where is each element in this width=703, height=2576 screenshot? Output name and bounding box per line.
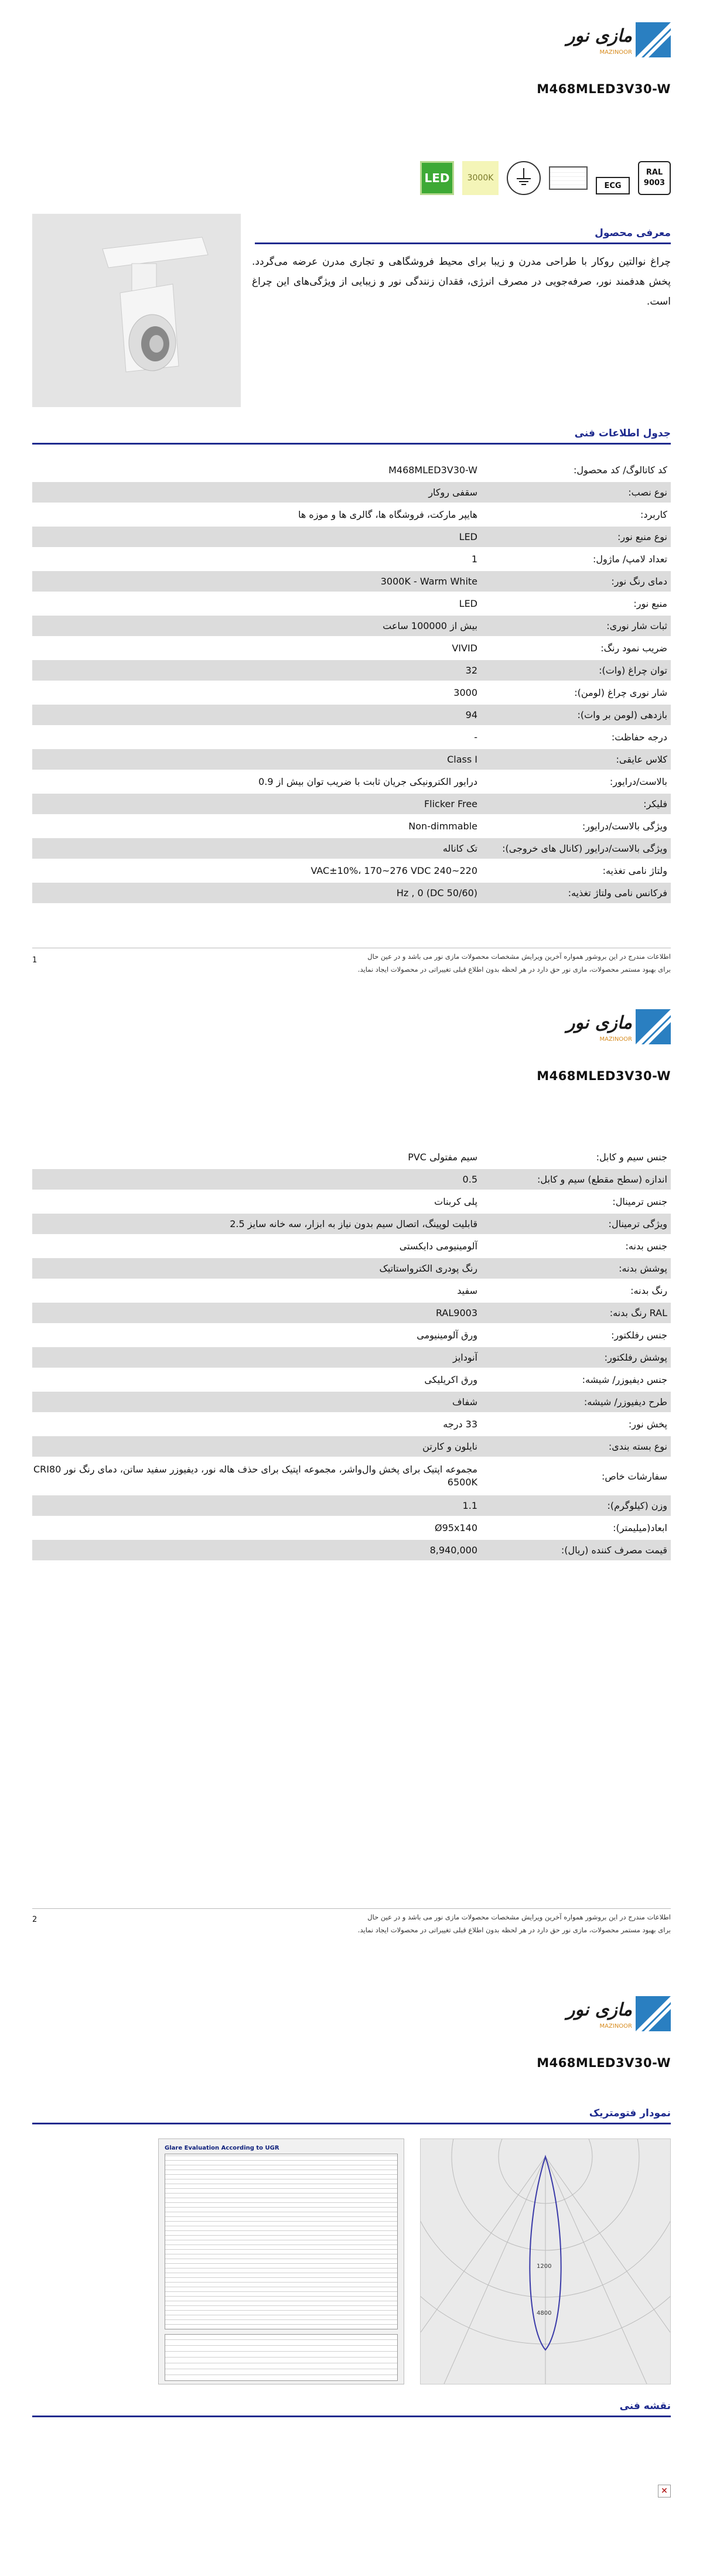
spec-row (32, 883, 671, 903)
spec-value: تک کاناله (442, 843, 477, 854)
ground-symbol-icon (508, 162, 540, 194)
spec-row (32, 749, 671, 770)
spec-value: رنگ پودری الکترواستاتیک (379, 1263, 477, 1274)
spec-row (32, 504, 671, 525)
spec-label: جنس رفلکتور: (611, 1330, 667, 1341)
spec-label: اندازه (سطح مقطع) سیم و کابل: (537, 1174, 667, 1185)
ral-badge-value: 9003 (643, 179, 666, 187)
spec-row (32, 794, 671, 814)
spec-label: جنس سیم و کابل: (596, 1152, 667, 1163)
spec-row (32, 1236, 671, 1256)
spec-label: توان چراغ (وات): (599, 665, 667, 676)
section-divider (255, 242, 671, 244)
spec-value: Flicker Free (424, 798, 477, 809)
spec-label: دمای رنگ نور: (611, 576, 667, 587)
spec-row (32, 482, 671, 503)
spec-value: LED (459, 531, 477, 542)
page-2 (0, 987, 703, 1974)
spec-label: رنگ بدنه: (630, 1285, 667, 1296)
spec-label: نوع نصب: (628, 487, 667, 498)
spec-label: سفارشات خاص: (601, 1470, 667, 1482)
spec-value: هایپر مارکت، فروشگاه ها، گالری ها و موزه ها (298, 509, 477, 520)
spec-row (32, 1303, 671, 1323)
broken-image-icon: ✕ (658, 2485, 671, 2498)
spec-label: جنس ترمینال: (612, 1196, 667, 1207)
spec-label: ولتاژ نامی تغذیه: (602, 865, 667, 876)
spec-value: Ø95x140 (435, 1522, 477, 1533)
logo-wordmark: مازی نور (567, 26, 632, 46)
spec-label: شار نوری چراغ (لومن): (574, 687, 667, 698)
spec-value: سفید (457, 1285, 477, 1296)
cct-badge: 3000K (462, 161, 499, 195)
spec-value: 94 (465, 709, 477, 720)
spec-label: نوع بسته بندی: (608, 1441, 667, 1452)
spec-value: پلی کربنات (434, 1196, 477, 1207)
dimension-icon (549, 166, 588, 190)
spec-value: LED (459, 598, 477, 609)
spec-row (32, 1280, 671, 1301)
spec-label: ثبات شار نوری: (606, 620, 667, 631)
spec-row (32, 460, 671, 480)
polar-diagram (420, 2138, 671, 2384)
section-divider (32, 443, 671, 445)
model-code: M468MLED3V30-W (537, 2056, 671, 2070)
ral-badge (638, 161, 671, 195)
spec-label: نوع منبع نور: (617, 531, 667, 542)
spec-row (32, 549, 671, 569)
spec-row (32, 660, 671, 681)
logo-wordmark: مازی نور (567, 2000, 632, 2020)
spec-value: (Hz , 0 (DC 50/60 (396, 887, 477, 898)
spec-value: ورق آلومینیومی (417, 1330, 477, 1341)
spec-label: بالاست/درایور: (609, 776, 667, 787)
spec-row (32, 527, 671, 547)
ecg-badge: ECG (596, 177, 630, 194)
spec-row (32, 838, 671, 859)
spec-label: منبع نور: (633, 598, 667, 609)
spec-value: سقفی روکار (428, 487, 477, 498)
track-light-icon (32, 214, 241, 407)
spec-label: فرکانس نامی ولتاژ تغذیه: (568, 887, 667, 898)
spec-row (32, 682, 671, 703)
spec-row (32, 860, 671, 881)
spec-value: 3000 (453, 687, 477, 698)
spec-value: 3000K - Warm White (380, 576, 477, 587)
spec-row (32, 705, 671, 725)
footer-line-1: اطلاعات مندرج در این بروشور همواره آخرین ویرایش مشخصات محصولات مازی نور می باشد و در عین حال (367, 952, 671, 961)
polar-label-4800: 4800 (537, 2310, 552, 2317)
spec-label: پوشش بدنه: (619, 1263, 667, 1274)
spec-label: پخش نور: (628, 1419, 667, 1430)
section-divider (32, 2416, 671, 2417)
spec-row (32, 616, 671, 636)
brand-logo (548, 1009, 671, 1046)
logo-mark-icon (636, 1996, 671, 2031)
ugr-table (158, 2138, 404, 2384)
brand-logo (548, 1996, 671, 2032)
spec-row (32, 1458, 671, 1494)
spec-label: قیمت مصرف کننده (ریال): (561, 1545, 667, 1556)
spec-label: جنس بدنه: (625, 1241, 667, 1252)
logo-mark-icon (636, 22, 671, 57)
spec-value: Class I (447, 754, 477, 765)
spec-label: وزن (کیلوگرم): (607, 1500, 667, 1511)
spec-value: آلومینیومی دایکستی (399, 1241, 477, 1252)
ugr-footer-grid (165, 2334, 398, 2381)
spec-label: RAL رنگ بدنه: (609, 1307, 667, 1318)
spec-value: VIVID (452, 643, 477, 654)
led-badge: LED (420, 161, 454, 195)
intro-paragraph: چراغ نوالتین روکار با طراحی مدرن و زیبا برای محیط فروشگاهی و تجاری مدرن عرضه می‌گردد. پخش هدفمند نور، صرفه‌جویی در مصرف انرژی، فقدان زنندگی نور و زیبایی از ویژگی‌های این چراغ است. (252, 256, 671, 308)
spec-value: Non-dimmable (408, 821, 477, 832)
spec-value: - (474, 732, 477, 743)
model-code: M468MLED3V30-W (537, 1069, 671, 1083)
spec-row (32, 727, 671, 747)
spec-row (32, 1347, 671, 1368)
logo-mark-icon (636, 1009, 671, 1044)
page-number: 1 (32, 956, 37, 965)
spec-label: طرح دیفیوزر/ شیشه: (583, 1396, 667, 1407)
spec-label: کاربرد: (640, 509, 667, 520)
ugr-grid (165, 2154, 398, 2329)
spec-value: 33 درجه (443, 1419, 477, 1430)
spec-value: قابلیت لوپینگ، اتصال سیم بدون نیاز به ابزار، سه خانه سایز 2.5 (230, 1218, 477, 1229)
spec-value: 1.1 (462, 1500, 477, 1511)
spec-label: جنس دیفیوزر/ شیشه: (582, 1374, 667, 1385)
section-title-photometric: نمودار فتومتریک (589, 2107, 671, 2119)
spec-value: ورق اکریلیکی (424, 1374, 477, 1385)
spec-row (32, 816, 671, 836)
spec-value: شفاف (452, 1396, 477, 1407)
spec-row (32, 1436, 671, 1457)
page-number: 2 (32, 1915, 37, 1924)
spec-row (32, 1495, 671, 1516)
spec-label: کد کاتالوگ/ کد محصول: (573, 464, 667, 476)
logo-wordmark: مازی نور (567, 1013, 632, 1033)
spec-value: مجموعه اپتیک برای پخش وال‌واشر، مجموعه اپتیک برای حذف هاله نور، دیفیوزر سفید ساتن، دمای رنگ نور CRI80 6500K (33, 1464, 477, 1488)
polar-curve-icon (421, 2139, 670, 2384)
spec-value: M468MLED3V30-W (388, 464, 477, 476)
spec-row (32, 1325, 671, 1345)
section-title-specs: جدول اطلاعات فنی (574, 428, 671, 439)
spec-row (32, 1414, 671, 1434)
spec-row (32, 1214, 671, 1234)
spec-value: RAL9003 (435, 1307, 477, 1318)
section-divider (32, 2123, 671, 2124)
spec-row (32, 638, 671, 658)
spec-value: بیش از 100000 ساعت (383, 620, 477, 631)
ral-badge-label: RAL (646, 168, 663, 177)
logo-tagline: MAZINOOR (599, 49, 632, 56)
certification-badges (420, 159, 671, 197)
footer-line-2: برای بهبود مستمر محصولات، مازی نور حق دارد در هر لحظه بدون اطلاع قبلی تغییراتی در محصولات ایجاد نماید. (357, 1926, 671, 1934)
spec-value: 8,940,000 (429, 1545, 477, 1556)
polar-label-1200: 1200 (537, 2263, 552, 2270)
spec-row (32, 1147, 671, 1167)
spec-label: پوشش رفلکتور: (604, 1352, 667, 1363)
spec-label: ضریب نمود رنگ: (600, 643, 667, 654)
spec-row (32, 571, 671, 592)
spec-label: ابعاد(میلیمتر): (613, 1522, 667, 1533)
earth-ground-icon (507, 161, 541, 195)
footer-note (358, 950, 671, 976)
spec-label: درجه حفاظت: (611, 732, 667, 743)
spec-value: درایور الکترونیکی جریان ثابت با ضریب توان بیش از 0.9 (258, 776, 477, 787)
footer-note (358, 1911, 671, 1936)
ugr-title: Glare Evaluation According to UGR (165, 2145, 279, 2151)
model-code: M468MLED3V30-W (537, 82, 671, 96)
spec-label: کلاس عایقی: (616, 754, 667, 765)
spec-table-2 (32, 1147, 671, 1562)
brand-logo (548, 22, 671, 59)
spec-row (32, 1191, 671, 1212)
spec-label: ویژگی ترمینال: (608, 1218, 667, 1229)
spec-row (32, 1258, 671, 1279)
section-title-map: نقشه فنی (619, 2400, 671, 2412)
spec-label: تعداد لامپ/ ماژول: (592, 554, 667, 565)
footer-line-2: برای بهبود مستمر محصولات، مازی نور حق دارد در هر لحظه بدون اطلاع قبلی تغییراتی در محصولات ایجاد نماید. (357, 965, 671, 973)
spec-table-1 (32, 460, 671, 905)
spec-value: سیم مفتولی PVC (408, 1152, 477, 1163)
spec-value: VAC±10%، 170~276 VDC 240~220 (310, 865, 477, 876)
spec-label: ویژگی بالاست/درایور: (582, 821, 667, 832)
spec-row (32, 1169, 671, 1190)
spec-value: نایلون و کارتن (422, 1441, 477, 1452)
section-title-intro: معرفی محصول (595, 227, 671, 239)
spec-value: 1 (471, 554, 477, 565)
spec-row (32, 1540, 671, 1560)
page-1 (0, 0, 703, 987)
spec-row (32, 593, 671, 614)
spec-value: آنودایز (452, 1352, 477, 1363)
logo-tagline: MAZINOOR (599, 2023, 632, 2030)
spec-label: فلیکر: (643, 798, 667, 809)
footer-divider (32, 1908, 671, 1909)
spec-value: 32 (465, 665, 477, 676)
spec-row (32, 1369, 671, 1390)
spec-label: بازدهی (لومن بر وات): (577, 709, 667, 720)
product-image (32, 214, 241, 407)
spec-label: ویژگی بالاست/درایور (کانال های خروجی): (502, 843, 667, 854)
logo-tagline: MAZINOOR (599, 1036, 632, 1043)
spec-row (32, 1392, 671, 1412)
spec-value: 0.5 (462, 1174, 477, 1185)
spec-row (32, 1518, 671, 1538)
footer-line-1: اطلاعات مندرج در این بروشور همواره آخرین ویرایش مشخصات محصولات مازی نور می باشد و در عین حال (367, 1913, 671, 1921)
spec-row (32, 771, 671, 792)
